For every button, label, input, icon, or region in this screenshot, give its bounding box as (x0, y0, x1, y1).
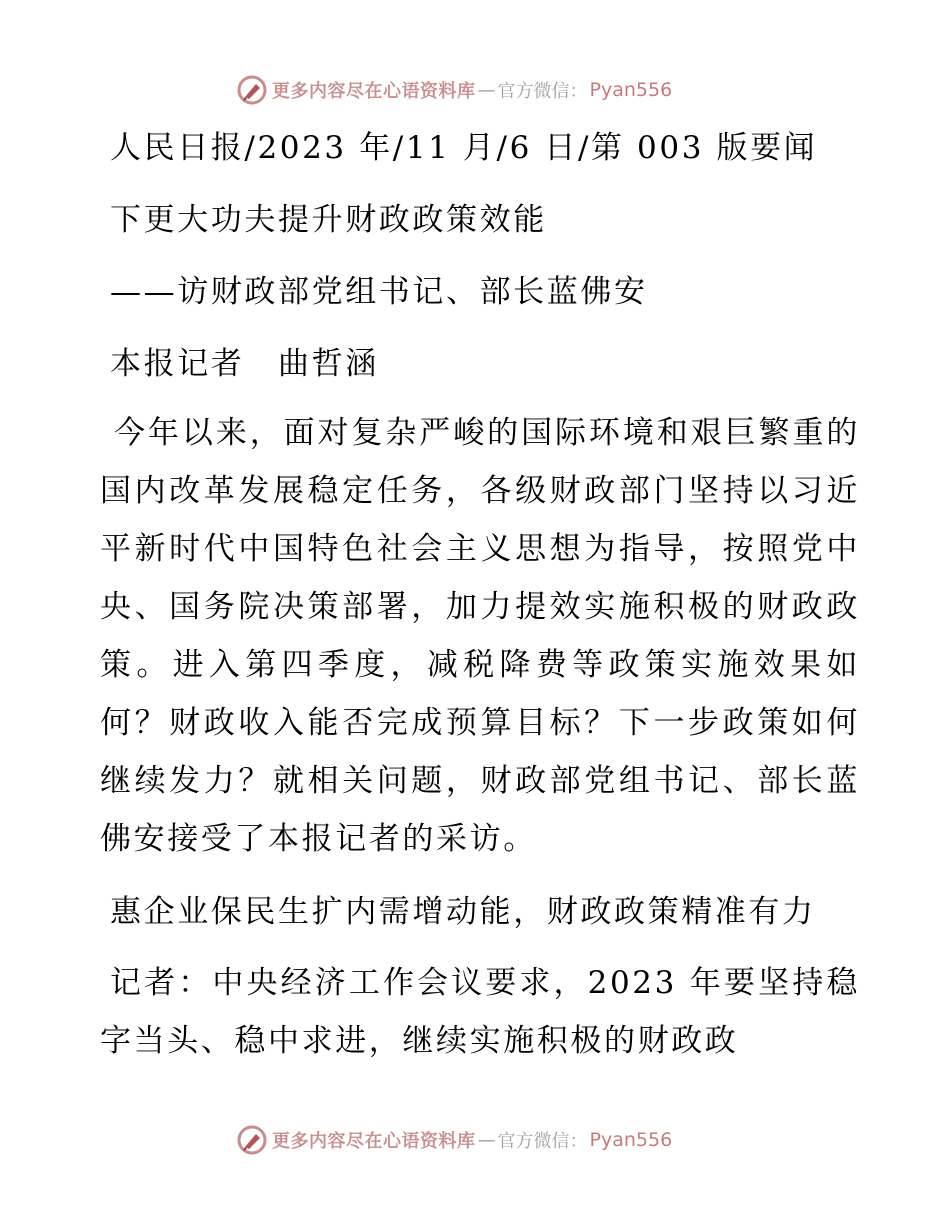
source-line: 人民日报/2023 年/11 月/6 日/第 003 版要闻 (110, 130, 818, 166)
question-paragraph: 记者：中央经济工作会议要求，2023 年要坚持稳字当头、稳中求进，继续实施积极的财政政 (100, 965, 860, 1059)
article-byline: 本报记者 曲哲涵 (110, 346, 379, 382)
watermark-wechat-label: 官方微信： (497, 81, 588, 102)
article-subheadline: ——访财政部党组书记、部长蓝佛安 (110, 274, 648, 310)
watermark-wechat-id: Pyan556 (589, 1129, 673, 1151)
pen-logo-icon (236, 1124, 268, 1156)
watermark-header (236, 72, 672, 108)
watermark-site-text: 更多内容尽在心语资料库 (272, 81, 476, 102)
watermark-wechat-id: Pyan556 (589, 79, 673, 101)
watermark-site-text: 更多内容尽在心语资料库 (272, 1131, 476, 1152)
watermark-dash: — (477, 1129, 496, 1151)
article-headline: 下更大功夫提升财政政策效能 (110, 202, 547, 238)
watermark-wechat-label: 官方微信： (497, 1131, 588, 1152)
watermark-footer (236, 1122, 672, 1158)
article-body (100, 120, 860, 1070)
intro-paragraph: 今年以来，面对复杂严峻的国际环境和艰巨繁重的国内改革发展稳定任务，各级财政部门坚持以习近平新时代中国特色社会主义思想为指导，按照党中央、国务院决策部署，加力提效实施积极的财政政策。进入第四季度，减税降费等政策实施效果如何？财政收入能否完成预算目标？下一步政策如何继续发力？就相关问题，财政部党组书记、部长蓝佛安接受了本报记者的采访。 (100, 415, 860, 857)
pen-logo-icon (236, 74, 268, 106)
section-heading: 惠企业保民生扩内需增动能，财政政策精准有力 (110, 894, 816, 930)
watermark-dash: — (477, 79, 496, 101)
